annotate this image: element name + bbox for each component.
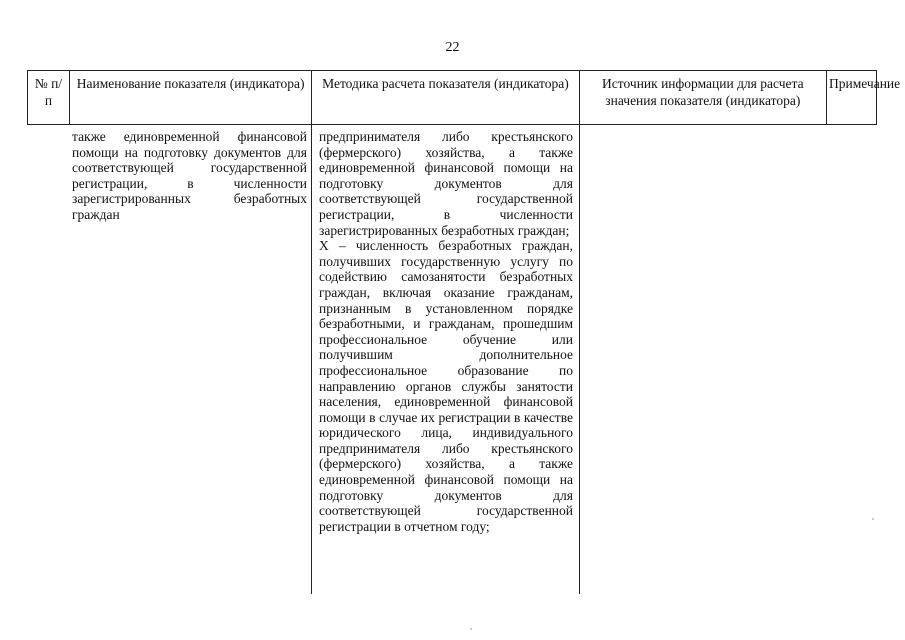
header-calculation-method: Методика расчета показателя (индикатора) — [312, 71, 579, 124]
header-number: № п/п — [28, 71, 70, 124]
header-information-source: Источник информации для расчета значения показателя (индикатора) — [580, 71, 827, 124]
table-header — [27, 70, 901, 125]
header-indicator-name: Наименование показателя (индикатора) — [70, 71, 312, 124]
row-information-source-cell — [580, 124, 828, 594]
table-row — [27, 124, 877, 594]
row-number-cell — [27, 124, 69, 594]
row-indicator-name-cell — [69, 124, 312, 594]
indicator-name-text: также единовременной финансовой помощи на подготовку документов для соответствующей государственной регистрации, в численности зарегистрированных безработных граждан — [72, 129, 307, 222]
method-paragraph: предпринимателя либо крестьянского (фермерского) хозяйства, а также единовременной финансовой помощи на подготовку документов для соответствующей государственной регистрации, в численности зарегистрированных безработных граждан; — [319, 129, 573, 238]
header-note: Примечание — [829, 76, 901, 91]
row-note-cell — [828, 124, 877, 594]
page-number: 22 — [445, 40, 460, 55]
scan-speck — [872, 518, 874, 520]
row-calculation-method-cell — [312, 124, 580, 594]
scan-speck — [470, 628, 472, 630]
method-paragraph: X – численность безработных граждан, получивших государственную услугу по содействию самозанятости безработных граждан, включая оказание гражданам, признанным в установленном порядке безработными, и гражданам, прошедшим профессиональное обучение или получившим дополнительное профессиональное образование по направлению органов службы занятости населения, единовременной финансовой помощи в случае их регистрации в качестве юридического лица, индивидуального предпринимателя либо крестьянского (фермерского) хозяйства, а также единовременной финансовой помощи на подготовку документов для соответствующей государственной регистрации в отчетном году; — [319, 238, 573, 534]
